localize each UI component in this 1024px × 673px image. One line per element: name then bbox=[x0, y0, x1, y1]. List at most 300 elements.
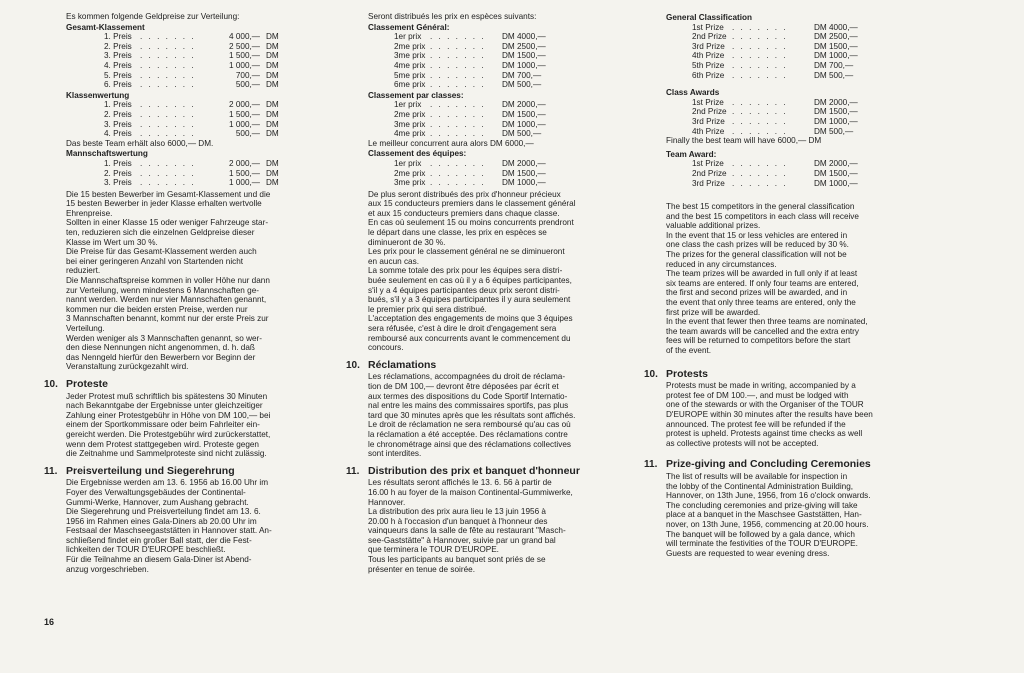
english-prize-rules-text bbox=[666, 202, 920, 356]
section-number: 10. bbox=[644, 368, 658, 380]
text-line: le chronométrage ainsi que des réclamations collectives bbox=[368, 439, 571, 449]
prize-row bbox=[66, 32, 328, 42]
text-line: zur Verteilung, wenn mindestens 6 Mannschaften ge- bbox=[66, 285, 259, 295]
text-line: 3 Mannschaften benannt, kommt nur der erste Preis zur bbox=[66, 314, 269, 324]
prize-amount: DM 1000,— bbox=[502, 60, 546, 70]
text-line: La somme totale des prix pour les équipes sera distri- bbox=[368, 266, 563, 276]
text-line: the first and second prizes will be awarded, and in bbox=[666, 288, 848, 298]
french-section-10-text bbox=[368, 372, 626, 458]
prize-row bbox=[666, 117, 920, 127]
text-line: fees will be returned to competitors before the start bbox=[666, 336, 851, 346]
prize-amount: DM 1500,— bbox=[814, 41, 858, 51]
prize-label: 3me prix bbox=[394, 51, 426, 61]
prize-amount: 700,— bbox=[235, 70, 260, 80]
leader-dots: . . . . . . . bbox=[430, 119, 486, 129]
text-line: Zahlung einer Protestgebühr in Höhe von DM 100,— bei bbox=[66, 410, 271, 420]
text-line: as collective protests will not be accepted. bbox=[666, 438, 819, 448]
english-class-heading: Class Awards bbox=[666, 88, 720, 98]
leader-dots: . . . . . . . bbox=[732, 178, 788, 188]
prize-amount: DM 500,— bbox=[814, 70, 854, 80]
text-line: die Zeitnahme und Sammelproteste sind nicht zulässig. bbox=[66, 449, 267, 459]
section-number: 10. bbox=[44, 378, 58, 390]
leader-dots: . . . . . . . bbox=[732, 41, 788, 51]
prize-row bbox=[368, 159, 626, 169]
text-line: The list of results will be available for inspection in bbox=[666, 471, 848, 481]
text-line: The best 15 competitors in the general classification bbox=[666, 202, 855, 212]
prize-amount: DM 500,— bbox=[502, 80, 542, 90]
text-line: anzug vorgeschrieben. bbox=[66, 564, 149, 574]
prize-amount: DM 2500,— bbox=[502, 41, 546, 51]
leader-dots: . . . . . . . bbox=[732, 126, 788, 136]
leader-dots: . . . . . . . bbox=[732, 60, 788, 70]
text-line: 1956 im Rahmen eines Gala-Diners ab 20.00 Uhr im bbox=[66, 516, 257, 526]
prize-amount: DM 1000,— bbox=[502, 178, 546, 188]
prize-amount: DM 1000,— bbox=[502, 119, 546, 129]
prize-row bbox=[666, 51, 920, 61]
text-line: La distribution des prix aura lieu le 13 juin 1956 à bbox=[368, 507, 546, 517]
prize-row bbox=[666, 23, 920, 33]
text-line: of the event. bbox=[666, 346, 712, 355]
prize-row bbox=[368, 42, 626, 52]
prize-label: 3. Preis bbox=[104, 51, 132, 61]
german-prize-rules-text bbox=[66, 190, 328, 372]
text-line: The prizes for the general classification will not be bbox=[666, 250, 847, 260]
prize-row bbox=[66, 120, 328, 130]
prize-amount: DM 1000,— bbox=[814, 116, 858, 126]
prize-amount: DM 2000,— bbox=[814, 97, 858, 107]
section-title: Proteste bbox=[66, 377, 109, 390]
prize-amount: 4 000,— bbox=[229, 32, 260, 42]
text-line: Die Mannschaftspreise kommen in voller Höhe nur dann bbox=[66, 276, 270, 286]
prize-label: 1er prix bbox=[394, 32, 422, 42]
text-line: reduced in any circumstances. bbox=[666, 259, 777, 269]
text-line: Für die Teilnahme an diesem Gala-Diner ist Abend- bbox=[66, 555, 252, 565]
section-title: Réclamations bbox=[368, 358, 437, 371]
prize-label: 2nd Prize bbox=[692, 32, 727, 42]
prize-amount: 1 000,— bbox=[229, 119, 260, 129]
text-line: Die 15 besten Bewerber im Gesamt-Klassement und die bbox=[66, 189, 271, 199]
text-line: Guests are requested to wear evening dress. bbox=[666, 548, 830, 558]
prize-row bbox=[368, 80, 626, 90]
prize-currency: DM bbox=[266, 168, 279, 178]
prize-amount: 500,— bbox=[235, 80, 260, 90]
english-column bbox=[644, 12, 920, 558]
prize-label: 1er prix bbox=[394, 100, 422, 110]
text-line: In the event that fewer then three teams are nominated, bbox=[666, 317, 868, 327]
text-line: Hannover. bbox=[368, 497, 406, 507]
text-line: first prize will be awarded. bbox=[666, 307, 761, 317]
leader-dots: . . . . . . . bbox=[430, 41, 486, 51]
prize-row bbox=[66, 159, 328, 169]
text-line: das Nenngeld hierfür den Bewerbern vor Beginn der bbox=[66, 352, 256, 362]
german-class-heading: Klassenwertung bbox=[66, 90, 130, 100]
leader-dots: . . . . . . . bbox=[430, 51, 486, 61]
text-line: einem der Sportkommissare oder beim Fahrleiter ein- bbox=[66, 420, 260, 430]
text-line: s'il y a 4 équipes participantes deux prix seront distri- bbox=[368, 285, 560, 295]
prize-amount: DM 1000,— bbox=[814, 51, 858, 61]
text-line: Hannover, on 13th June, 1956, from 16 o'clock onwards. bbox=[666, 491, 871, 501]
prize-currency: DM bbox=[266, 60, 279, 70]
prize-row bbox=[66, 178, 328, 188]
text-line: bei einer geringeren Anzahl von Startenden nicht bbox=[66, 256, 244, 266]
prize-label: 3. Preis bbox=[104, 178, 132, 188]
text-line: Die Siegerehrung und Preisverteilung findet am 13. 6. bbox=[66, 507, 261, 517]
prize-currency: DM bbox=[266, 41, 279, 51]
leader-dots: . . . . . . . bbox=[732, 107, 788, 117]
text-line: Werden weniger als 3 Mannschaften genannt, so wer- bbox=[66, 333, 263, 343]
prize-currency: DM bbox=[266, 178, 279, 188]
leader-dots: . . . . . . . bbox=[430, 178, 486, 188]
english-class-prize-list bbox=[666, 98, 920, 136]
french-general-heading: Classement Général: bbox=[368, 22, 450, 32]
prize-row bbox=[666, 169, 920, 179]
text-line: one class the cash prizes will be reduced by 30 %. bbox=[666, 240, 849, 250]
prize-row bbox=[66, 71, 328, 81]
leader-dots: . . . . . . . bbox=[430, 80, 486, 90]
prize-row bbox=[66, 129, 328, 139]
text-line: Sollten in einer Klasse 15 oder weniger Fahrzeuge star- bbox=[66, 218, 269, 228]
prize-row bbox=[666, 61, 920, 71]
prize-row bbox=[66, 51, 328, 61]
french-section-11-heading bbox=[346, 464, 626, 477]
prize-row bbox=[666, 159, 920, 169]
text-line: valuable additional prizes. bbox=[666, 221, 761, 231]
text-line: De plus seront distribués des prix d'honneur précieux bbox=[368, 189, 561, 199]
text-line: Protests must be made in writing, accompanied by a bbox=[666, 381, 856, 391]
text-line: In the event that 15 or less vehicles are entered in bbox=[666, 230, 848, 240]
text-line: Foyer des Verwaltungsgebäudes der Continental- bbox=[66, 487, 246, 497]
prize-label: 5me prix bbox=[394, 70, 426, 80]
prize-row bbox=[666, 71, 920, 81]
german-class-prize-list bbox=[66, 100, 328, 138]
leader-dots: . . . . . . . bbox=[732, 159, 788, 169]
prize-row bbox=[666, 107, 920, 117]
prize-currency: DM bbox=[266, 109, 279, 119]
text-line: schließend findet ein großer Ball statt, der die Fest- bbox=[66, 535, 252, 545]
text-line: nover, on 13th June, 1956, commencing at 20.00 hours. bbox=[666, 519, 869, 529]
prize-currency: DM bbox=[266, 51, 279, 61]
prize-amount: DM 1500,— bbox=[814, 107, 858, 117]
prize-label: 2. Preis bbox=[104, 168, 132, 178]
text-line: le premier prix qui sera distribué. bbox=[368, 304, 487, 314]
text-line: en aucun cas. bbox=[368, 256, 419, 266]
text-line: tard que 30 minutes après que les résultats sont affichés. bbox=[368, 410, 576, 420]
prize-label: 1. Preis bbox=[104, 158, 132, 168]
prize-label: 6. Preis bbox=[104, 80, 132, 90]
prize-label: 2nd Prize bbox=[692, 168, 727, 178]
leader-dots: . . . . . . . bbox=[732, 70, 788, 80]
text-line: aux termes des dispositions du Code Sportif Internatio- bbox=[368, 391, 568, 401]
prize-row bbox=[666, 127, 920, 137]
leader-dots: . . . . . . . bbox=[732, 116, 788, 126]
prize-label: 3. Preis bbox=[104, 119, 132, 129]
text-line: 15 besten Bewerber in jeder Klasse erhalten wertvolle bbox=[66, 199, 262, 209]
text-line: protest is upheld. Protests against time checks as well bbox=[666, 429, 863, 439]
prize-label: 2me prix bbox=[394, 41, 426, 51]
leader-dots: . . . . . . . bbox=[140, 80, 196, 90]
text-line: L'acceptation des engagements de moins que 3 équipes bbox=[368, 314, 573, 324]
text-line: sont interdites. bbox=[368, 449, 422, 459]
german-overall-prize-list bbox=[66, 32, 328, 90]
prize-row bbox=[66, 80, 328, 90]
english-class-note: Finally the best team will have 6000,— DM bbox=[666, 136, 822, 146]
text-line: et aux 15 conducteurs premiers dans chaque classe. bbox=[368, 208, 560, 218]
text-line: remboursé aux concurrents avant le commencement du bbox=[368, 333, 571, 343]
leader-dots: . . . . . . . bbox=[430, 129, 486, 139]
prize-label: 6th Prize bbox=[692, 70, 725, 80]
text-line: lichkeiten der TOUR D'EUROPE beschließt. bbox=[66, 545, 226, 555]
text-line: the event that only three teams are entered, only the bbox=[666, 298, 856, 308]
leader-dots: . . . . . . . bbox=[430, 32, 486, 42]
text-line: Les réclamations, accompagnées du droit de réclama- bbox=[368, 372, 566, 382]
text-line: The concluding ceremonies and prize-giving will take bbox=[666, 500, 858, 510]
text-line: see-Gaststätte" à Hannover, suivie par un grand bal bbox=[368, 535, 556, 545]
prize-amount: 1 500,— bbox=[229, 51, 260, 61]
leader-dots: . . . . . . . bbox=[140, 60, 196, 70]
german-intro: Es kommen folgende Geldpreise zur Verteilung: bbox=[66, 12, 240, 21]
german-team-heading: Mannschaftswertung bbox=[66, 149, 148, 159]
section-number: 11. bbox=[644, 459, 658, 471]
french-team-prize-list bbox=[368, 159, 626, 188]
prize-amount: 1 000,— bbox=[229, 60, 260, 70]
german-class-note: Das beste Team erhält also 6000,— DM. bbox=[66, 138, 214, 148]
prize-amount: DM 1500,— bbox=[502, 168, 546, 178]
prize-amount: 1 500,— bbox=[229, 109, 260, 119]
german-section-11-heading bbox=[44, 464, 328, 477]
leader-dots: . . . . . . . bbox=[430, 158, 486, 168]
german-column bbox=[44, 12, 328, 574]
text-line: will terminate the festivities of the TOUR D'EUROPE. bbox=[666, 539, 858, 549]
prize-row bbox=[666, 179, 920, 189]
text-line: buée seulement en cas où il y a 6 équipes participantes, bbox=[368, 276, 572, 286]
text-line: The team prizes will be awarded in full only if at least bbox=[666, 269, 858, 279]
text-line: protest fee of DM 100.—, and must be lodged with bbox=[666, 390, 849, 400]
text-line: the team awards will be cancelled and the extra entry bbox=[666, 326, 859, 336]
text-line: Gummi-Werke, Hannover, zum Aushang gebracht. bbox=[66, 497, 249, 507]
prize-amount: 2 000,— bbox=[229, 100, 260, 110]
prize-row bbox=[368, 169, 626, 179]
prize-row bbox=[666, 98, 920, 108]
prize-label: 2me prix bbox=[394, 109, 426, 119]
english-section-11-heading bbox=[644, 458, 920, 471]
prize-row bbox=[368, 32, 626, 42]
prize-amount: DM 2000,— bbox=[502, 158, 546, 168]
text-line: announced. The protest fee will be refunded if the bbox=[666, 419, 846, 429]
prize-amount: DM 1500,— bbox=[502, 109, 546, 119]
prize-amount: 2 000,— bbox=[229, 158, 260, 168]
text-line: Tous les participants au banquet sont priés de se bbox=[368, 555, 546, 565]
text-line: Klasse im Wert um 30 %. bbox=[66, 237, 158, 247]
prize-row bbox=[368, 100, 626, 110]
prize-row bbox=[368, 178, 626, 188]
text-line: nach Bekanntgabe der Ergebnisse unter gleichzeitiger bbox=[66, 401, 263, 411]
text-line: nannt werden. Werden nur vier Mannschaften genannt, bbox=[66, 295, 267, 305]
text-line: and the best 15 competitors in each class will receive bbox=[666, 211, 859, 221]
french-intro: Seront distribués les prix en espèces suivants: bbox=[368, 12, 537, 21]
text-line: diminueront de 30 %. bbox=[368, 237, 446, 247]
text-line: the lobby of the Continental Administration Building, bbox=[666, 481, 854, 491]
prize-label: 3rd Prize bbox=[692, 41, 725, 51]
leader-dots: . . . . . . . bbox=[430, 70, 486, 80]
french-class-heading: Classement par classes: bbox=[368, 90, 464, 100]
section-title: Preisverteilung und Siegerehrung bbox=[66, 464, 235, 477]
german-section-10-heading bbox=[44, 377, 328, 390]
prize-amount: DM 1500,— bbox=[814, 168, 858, 178]
text-line: nal entre les mains des commissaires sportifs, pas plus bbox=[368, 401, 569, 411]
german-section-10-text bbox=[66, 392, 328, 459]
text-line: D'EUROPE within 30 minutes after the results have been bbox=[666, 409, 873, 419]
prize-amount: DM 2000,— bbox=[814, 159, 858, 169]
text-line: place at a banquet in the Maschsee Gaststätten, Han- bbox=[666, 510, 862, 520]
text-line: Die Preise für das Gesamt-Klassement werden auch bbox=[66, 247, 257, 257]
prize-label: 3rd Prize bbox=[692, 178, 725, 188]
prize-amount: 1 500,— bbox=[229, 168, 260, 178]
text-line: la réclamation a été acceptée. Des réclamations contre bbox=[368, 429, 568, 439]
prize-label: 6me prix bbox=[394, 80, 426, 90]
leader-dots: . . . . . . . bbox=[140, 32, 196, 42]
prize-label: 1st Prize bbox=[692, 159, 724, 169]
prize-amount: DM 700,— bbox=[502, 70, 542, 80]
page-number: 16 bbox=[44, 617, 55, 627]
text-line: Ehrenpreise. bbox=[66, 208, 113, 218]
leader-dots: . . . . . . . bbox=[140, 119, 196, 129]
text-line: Verteilung. bbox=[66, 324, 105, 333]
prize-amount: DM 500,— bbox=[502, 129, 542, 139]
text-line: Les prix pour le classement général ne se diminueront bbox=[368, 247, 565, 257]
english-general-prize-list bbox=[666, 23, 920, 81]
prize-label: 4th Prize bbox=[692, 126, 725, 136]
prize-amount: DM 4000,— bbox=[814, 22, 858, 32]
prize-currency: DM bbox=[266, 129, 279, 139]
leader-dots: . . . . . . . bbox=[430, 100, 486, 110]
prize-row bbox=[66, 110, 328, 120]
prize-row bbox=[368, 71, 626, 81]
french-prize-rules-text bbox=[368, 190, 626, 353]
prize-label: 1. Preis bbox=[104, 100, 132, 110]
text-line: gereicht werden. Die Protestgebühr wird zurückerstattet, bbox=[66, 429, 271, 439]
english-section-10-heading bbox=[644, 367, 920, 380]
text-line: Jeder Protest muß schriftlich bis spätestens 30 Minuten bbox=[66, 391, 268, 401]
prize-row bbox=[66, 42, 328, 52]
prize-currency: DM bbox=[266, 70, 279, 80]
text-line: Les résultats seront affichés le 13. 6. 56 à partir de bbox=[368, 478, 552, 488]
leader-dots: . . . . . . . bbox=[430, 109, 486, 119]
prize-row bbox=[368, 51, 626, 61]
leader-dots: . . . . . . . bbox=[140, 70, 196, 80]
prize-amount: DM 500,— bbox=[814, 126, 854, 136]
prize-row bbox=[66, 100, 328, 110]
text-line: reduziert. bbox=[66, 266, 101, 276]
text-line: le départ dans une classe, les prix en espèces se bbox=[368, 228, 547, 238]
text-line: den diese Nennungen nicht angenommen, d. h. daß bbox=[66, 343, 255, 353]
prize-label: 3me prix bbox=[394, 178, 426, 188]
prize-amount: 2 500,— bbox=[229, 41, 260, 51]
text-line: kommen nur die beiden ersten Preise, werden nur bbox=[66, 304, 248, 314]
leader-dots: . . . . . . . bbox=[732, 32, 788, 42]
leader-dots: . . . . . . . bbox=[140, 158, 196, 168]
prize-amount: 500,— bbox=[235, 129, 260, 139]
prize-label: 3rd Prize bbox=[692, 116, 725, 126]
prize-currency: DM bbox=[266, 119, 279, 129]
text-line: Le droit de réclamation ne sera remboursé qu'au cas où bbox=[368, 420, 571, 430]
prize-row bbox=[368, 61, 626, 71]
section-title: Prize-giving and Concluding Ceremonies bbox=[666, 458, 871, 471]
leader-dots: . . . . . . . bbox=[732, 168, 788, 178]
french-team-heading: Classement des équipes: bbox=[368, 149, 467, 159]
prize-row bbox=[368, 120, 626, 130]
text-line: présenter en tenue de soirée. bbox=[368, 564, 475, 574]
leader-dots: . . . . . . . bbox=[732, 97, 788, 107]
prize-row bbox=[368, 110, 626, 120]
text-line: Veranstaltung zurückgezahlt wird. bbox=[66, 362, 189, 372]
section-title: Distribution des prix et banquet d'honneur bbox=[368, 464, 580, 477]
leader-dots: . . . . . . . bbox=[140, 41, 196, 51]
leader-dots: . . . . . . . bbox=[140, 109, 196, 119]
prize-amount: DM 1500,— bbox=[502, 51, 546, 61]
prize-label: 1. Preis bbox=[104, 32, 132, 42]
french-column bbox=[346, 12, 626, 574]
prize-row bbox=[66, 169, 328, 179]
prize-row bbox=[666, 32, 920, 42]
german-overall-heading: Gesamt-Klassement bbox=[66, 22, 145, 32]
text-line: one of the stewards or with the Organiser of the TOUR bbox=[666, 400, 864, 410]
french-section-11-text bbox=[368, 478, 626, 574]
prize-amount: DM 1000,— bbox=[814, 178, 858, 188]
prize-currency: DM bbox=[266, 80, 279, 90]
german-section-11-text bbox=[66, 478, 328, 574]
prize-amount: DM 2500,— bbox=[814, 32, 858, 42]
text-line: ten, reduzieren sich die einzelnen Geldpreise dieser bbox=[66, 228, 255, 238]
prize-label: 4me prix bbox=[394, 129, 426, 139]
prize-label: 2nd Prize bbox=[692, 107, 727, 117]
text-line: Festsaal der Maschseegaststätten in Hannover statt. An- bbox=[66, 526, 272, 536]
text-line: aux 15 conducteurs premiers dans le classement général bbox=[368, 199, 576, 209]
prize-row bbox=[368, 129, 626, 139]
leader-dots: . . . . . . . bbox=[430, 60, 486, 70]
prize-row bbox=[66, 61, 328, 71]
english-section-10-text bbox=[666, 381, 920, 448]
prize-label: 1st Prize bbox=[692, 22, 724, 32]
section-number: 10. bbox=[346, 359, 360, 371]
prize-label: 5. Preis bbox=[104, 70, 132, 80]
prize-row bbox=[666, 42, 920, 52]
prize-label: 4th Prize bbox=[692, 51, 725, 61]
text-line: sera réfusée, c'est à dire le droit d'engagement sera bbox=[368, 324, 557, 333]
english-general-heading: General Classification bbox=[666, 13, 753, 22]
text-line: wenn dem Protest stattgegeben wird. Proteste gegen bbox=[66, 439, 259, 449]
leader-dots: . . . . . . . bbox=[732, 22, 788, 32]
prize-currency: DM bbox=[266, 32, 279, 42]
text-line: concours. bbox=[368, 343, 404, 353]
prize-label: 4me prix bbox=[394, 60, 426, 70]
leader-dots: . . . . . . . bbox=[140, 51, 196, 61]
prize-label: 2me prix bbox=[394, 168, 426, 178]
text-line: Die Ergebnisse werden am 13. 6. 1956 ab 16.00 Uhr im bbox=[66, 478, 269, 488]
prize-amount: DM 2000,— bbox=[502, 100, 546, 110]
french-general-prize-list bbox=[368, 32, 626, 90]
prize-label: 5th Prize bbox=[692, 60, 725, 70]
french-class-prize-list bbox=[368, 100, 626, 138]
prize-currency: DM bbox=[266, 158, 279, 168]
section-number: 11. bbox=[346, 465, 360, 477]
prize-amount: 1 000,— bbox=[229, 178, 260, 188]
english-team-heading: Team Award: bbox=[666, 149, 717, 159]
text-line: vainqueurs dans la salle de fête au restaurant "Masch- bbox=[368, 526, 566, 536]
leader-dots: . . . . . . . bbox=[140, 168, 196, 178]
english-team-prize-list bbox=[666, 159, 920, 188]
section-number: 11. bbox=[44, 465, 58, 477]
prize-currency: DM bbox=[266, 100, 279, 110]
